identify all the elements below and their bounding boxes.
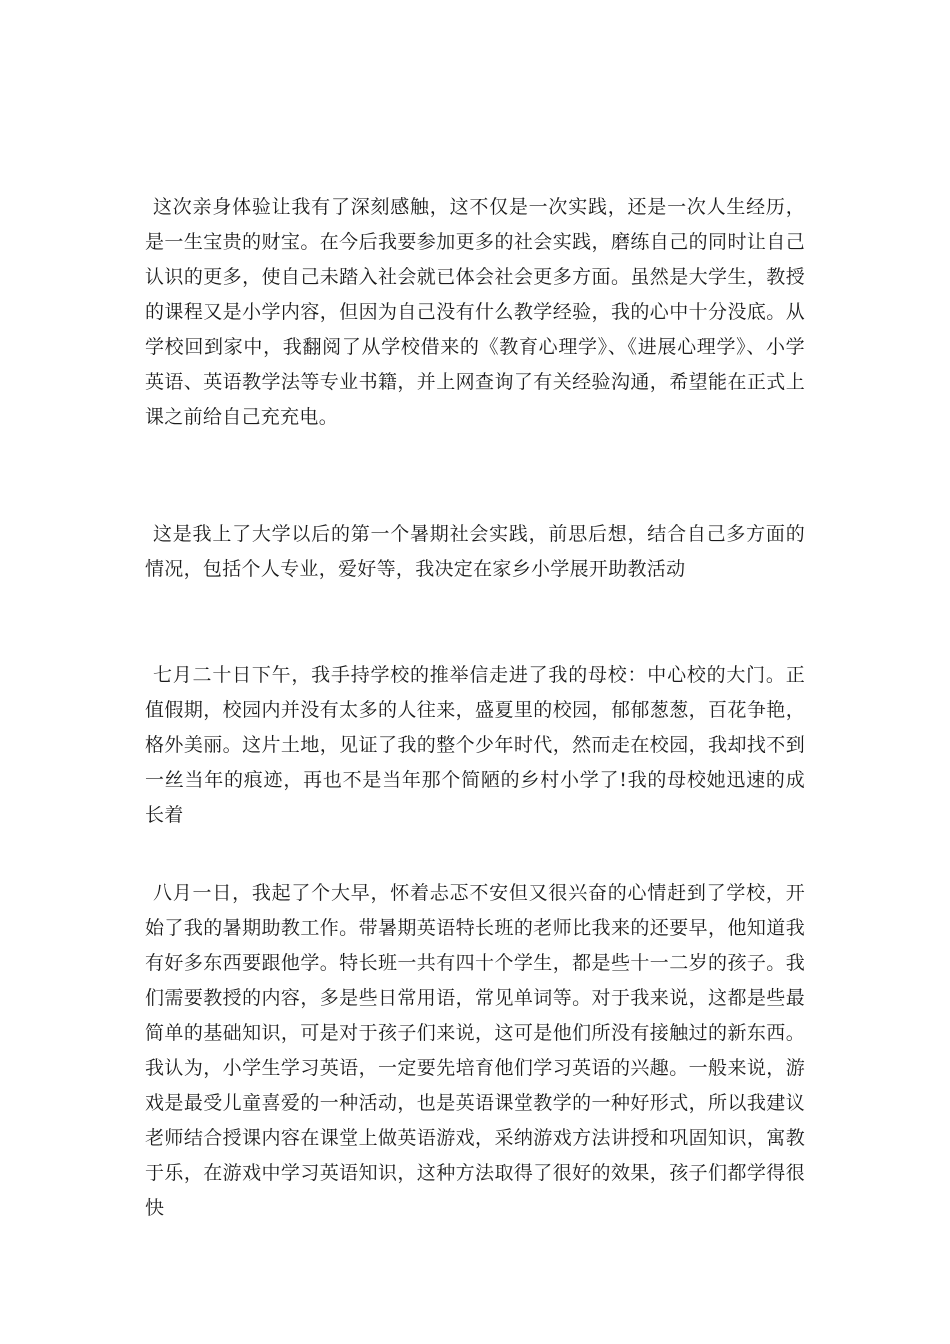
paragraph-july-twentieth: 七月二十日下午，我手持学校的推举信走进了我的母校：中心校的大门。正值假期，校园内并没有太多的人往来，盛夏里的校园，郁郁葱葱，百花争艳，格外美丽。这片土地，见证了我的整个少年时代，然而走在校园，我却找不到一丝当年的痕迹，再也不是当年那个简陋的乡村小学了!我的母校她迅速的成长着 bbox=[145, 664, 805, 826]
paragraph-august-first: 八月一日，我起了个大早，怀着忐忑不安但又很兴奋的心情赶到了学校，开始了我的暑期助教工作。带暑期英语特长班的老师比我来的还要早，他知道我有好多东西要跟他学。特长班一共有四十个学生，都是些十一二岁的孩子。我们需要教授的内容，多是些日常用语，常见单词等。对于我来说，这都是些最简单的基础知识，可是对于孩子们来说，这可是他们所没有接触过的新东西。我认为，小学生学习英语，一定要先培育他们学习英语的兴趣。一般来说，游戏是最受儿童喜爱的一种活动，也是英语课堂教学的一种好形式，所以我建议老师结合授课内容在课堂上做英语游戏，采纳游戏方法讲授和巩固知识，寓教于乐，在游戏中学习英语知识，这种方法取得了很好的效果，孩子们都学得很快 bbox=[145, 882, 805, 1219]
paragraph-first-summer-practice: 这是我上了大学以后的第一个暑期社会实践，前思后想，结合自己多方面的情况，包括个人专业，爱好等，我决定在家乡小学展开助教活动 bbox=[145, 523, 805, 580]
paragraph-reflection: 这次亲身体验让我有了深刻感触，这不仅是一次实践，还是一次人生经历，是一生宝贵的财宝。在今后我要参加更多的社会实践，磨练自己的同时让自己认识的更多，使自己未踏入社会就已体会社会更多方面。虽然是大学生，教授的课程又是小学内容，但因为自己没有什么教学经验，我的心中十分没底。从学校回到家中，我翻阅了从学校借来的《教育心理学》、《进展心理学》、小学英语、英语教学法等专业书籍，并上网查询了有关经验沟通，希望能在正式上课之前给自己充充电。 bbox=[145, 196, 805, 428]
